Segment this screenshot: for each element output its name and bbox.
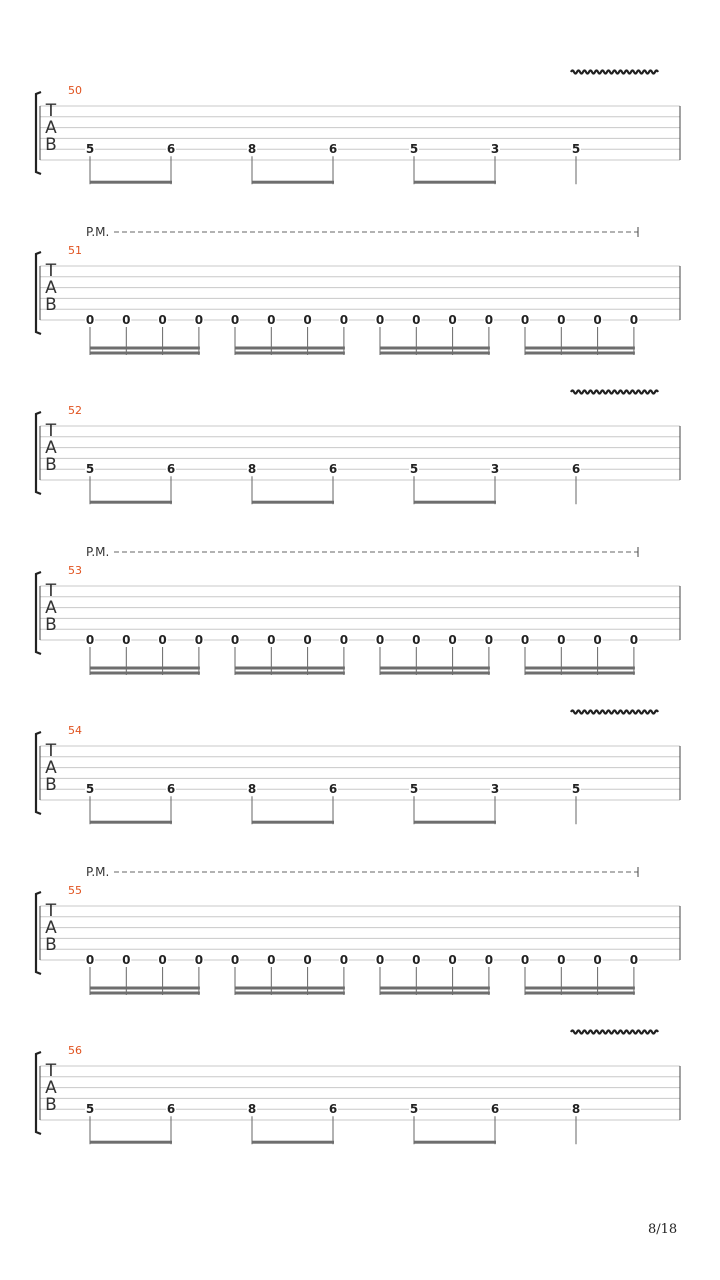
fret-number: 0 [122,313,131,327]
tab-clef-letter: T [45,901,57,921]
note-beam [525,992,635,995]
fret-number: 6 [166,1102,176,1117]
note-beam [525,667,635,670]
fret-number: 0 [412,633,421,647]
fret-number: 0 [303,633,312,647]
tab-clef-letter: A [45,118,57,138]
note-beam [90,352,200,355]
tab-clef-letter: T [45,581,57,601]
fret-number: 0 [375,633,385,647]
note-beam [525,352,635,355]
tab-clef-letter: B [45,455,57,475]
note-beam [525,672,635,675]
note-beam [90,992,200,995]
note-beam [380,347,490,350]
note-beam [90,667,200,670]
fret-number: 8 [247,142,257,157]
note-beam [235,987,345,990]
fret-number: 0 [267,633,276,647]
fret-number: 6 [571,462,581,477]
note-beam [380,992,490,995]
fret-number: 6 [490,1102,500,1117]
fret-number: 3 [490,462,500,477]
fret-number: 6 [328,142,338,157]
note-beam [235,672,345,675]
note-beam [90,987,200,990]
fret-number: 0 [448,313,457,327]
fret-number: 0 [593,953,602,967]
note-beam [90,347,200,350]
fret-number: 8 [247,462,257,477]
note-beam [252,1141,334,1144]
tab-clef-letter: A [45,758,57,778]
tab-clef-letter: B [45,775,57,795]
note-beam [252,501,334,504]
vibrato-mark [571,1031,658,1034]
fret-number: 0 [303,313,312,327]
note-beam [525,347,635,350]
fret-number: 0 [85,313,95,327]
fret-number: 0 [158,313,167,327]
fret-number: 6 [166,142,176,157]
tab-clef-letter: A [45,438,57,458]
fret-number: 0 [629,313,639,327]
fret-number: 0 [122,633,131,647]
note-beam [90,821,172,824]
fret-number: 0 [230,313,240,327]
tab-clef-letter: B [45,1095,57,1115]
note-beam [380,987,490,990]
fret-number: 0 [85,953,95,967]
fret-number: 0 [122,953,131,967]
note-beam [235,352,345,355]
fret-number: 0 [520,953,530,967]
fret-number: 0 [593,313,602,327]
tab-clef-letter: B [45,295,57,315]
fret-number: 6 [166,782,176,797]
note-beam [252,821,334,824]
note-beam [414,181,496,184]
tab-clef-letter: A [45,1078,57,1098]
fret-number: 0 [557,313,566,327]
fret-number: 5 [409,782,419,797]
fret-number: 5 [571,782,581,797]
fret-number: 0 [230,633,240,647]
tab-clef-letter: T [45,1061,57,1081]
fret-number: 0 [520,313,530,327]
fret-number: 8 [571,1102,581,1117]
vibrato-mark [571,711,658,714]
note-beam [414,501,496,504]
tab-clef-letter: A [45,598,57,618]
fret-number: 5 [571,142,581,157]
fret-number: 0 [484,633,494,647]
note-beam [90,181,172,184]
fret-number: 0 [629,953,639,967]
fret-number: 5 [409,1102,419,1117]
fret-number: 0 [194,633,204,647]
note-beam [235,347,345,350]
tab-clef-letter: T [45,741,57,761]
fret-number: 0 [557,953,566,967]
fret-number: 0 [339,633,349,647]
fret-number: 5 [85,782,95,797]
fret-number: 6 [166,462,176,477]
tab-clef-letter: T [45,421,57,441]
tab-clef-letter: A [45,278,57,298]
fret-number: 6 [328,462,338,477]
note-beam [252,181,334,184]
fret-number: 0 [448,633,457,647]
fret-number: 6 [328,782,338,797]
note-beam [235,992,345,995]
fret-number: 0 [85,633,95,647]
fret-number: 6 [328,1102,338,1117]
measure-number: 55 [68,884,82,897]
fret-number: 0 [303,953,312,967]
fret-number: 0 [520,633,530,647]
palm-mute-label: P.M. [86,865,110,879]
fret-number: 5 [409,142,419,157]
fret-number: 0 [484,953,494,967]
note-beam [525,987,635,990]
tab-clef-letter: B [45,615,57,635]
palm-mute-label: P.M. [86,225,110,239]
measure-number: 51 [68,244,82,257]
fret-number: 0 [230,953,240,967]
measure-number: 54 [68,724,82,737]
fret-number: 8 [247,1102,257,1117]
fret-number: 5 [409,462,419,477]
measure-number: 52 [68,404,82,417]
tab-clef-letter: T [45,261,57,281]
note-beam [380,672,490,675]
note-beam [90,501,172,504]
vibrato-mark [571,391,658,394]
fret-number: 0 [448,953,457,967]
note-beam [90,1141,172,1144]
fret-number: 0 [158,953,167,967]
fret-number: 0 [375,953,385,967]
fret-number: 0 [267,313,276,327]
tab-clef-letter: A [45,918,57,938]
fret-number: 0 [339,953,349,967]
tab-clef-letter: T [45,101,57,121]
measure-number: 50 [68,84,82,97]
fret-number: 3 [490,142,500,157]
measure-number: 56 [68,1044,82,1057]
fret-number: 3 [490,782,500,797]
page-number: 8/18 [648,1222,678,1237]
fret-number: 0 [557,633,566,647]
tab-clef-letter: B [45,135,57,155]
fret-number: 0 [629,633,639,647]
note-beam [380,667,490,670]
note-beam [90,672,200,675]
fret-number: 5 [85,142,95,157]
fret-number: 0 [593,633,602,647]
fret-number: 0 [412,953,421,967]
note-beam [414,1141,496,1144]
fret-number: 8 [247,782,257,797]
fret-number: 0 [484,313,494,327]
fret-number: 0 [194,313,204,327]
palm-mute-label: P.M. [86,545,110,559]
measure-number: 53 [68,564,82,577]
fret-number: 5 [85,1102,95,1117]
fret-number: 0 [412,313,421,327]
fret-number: 5 [85,462,95,477]
note-beam [235,667,345,670]
tab-clef-letter: B [45,935,57,955]
note-beam [380,352,490,355]
vibrato-mark [571,71,658,74]
fret-number: 0 [267,953,276,967]
note-beam [414,821,496,824]
fret-number: 0 [194,953,204,967]
fret-number: 0 [375,313,385,327]
fret-number: 0 [339,313,349,327]
fret-number: 0 [158,633,167,647]
